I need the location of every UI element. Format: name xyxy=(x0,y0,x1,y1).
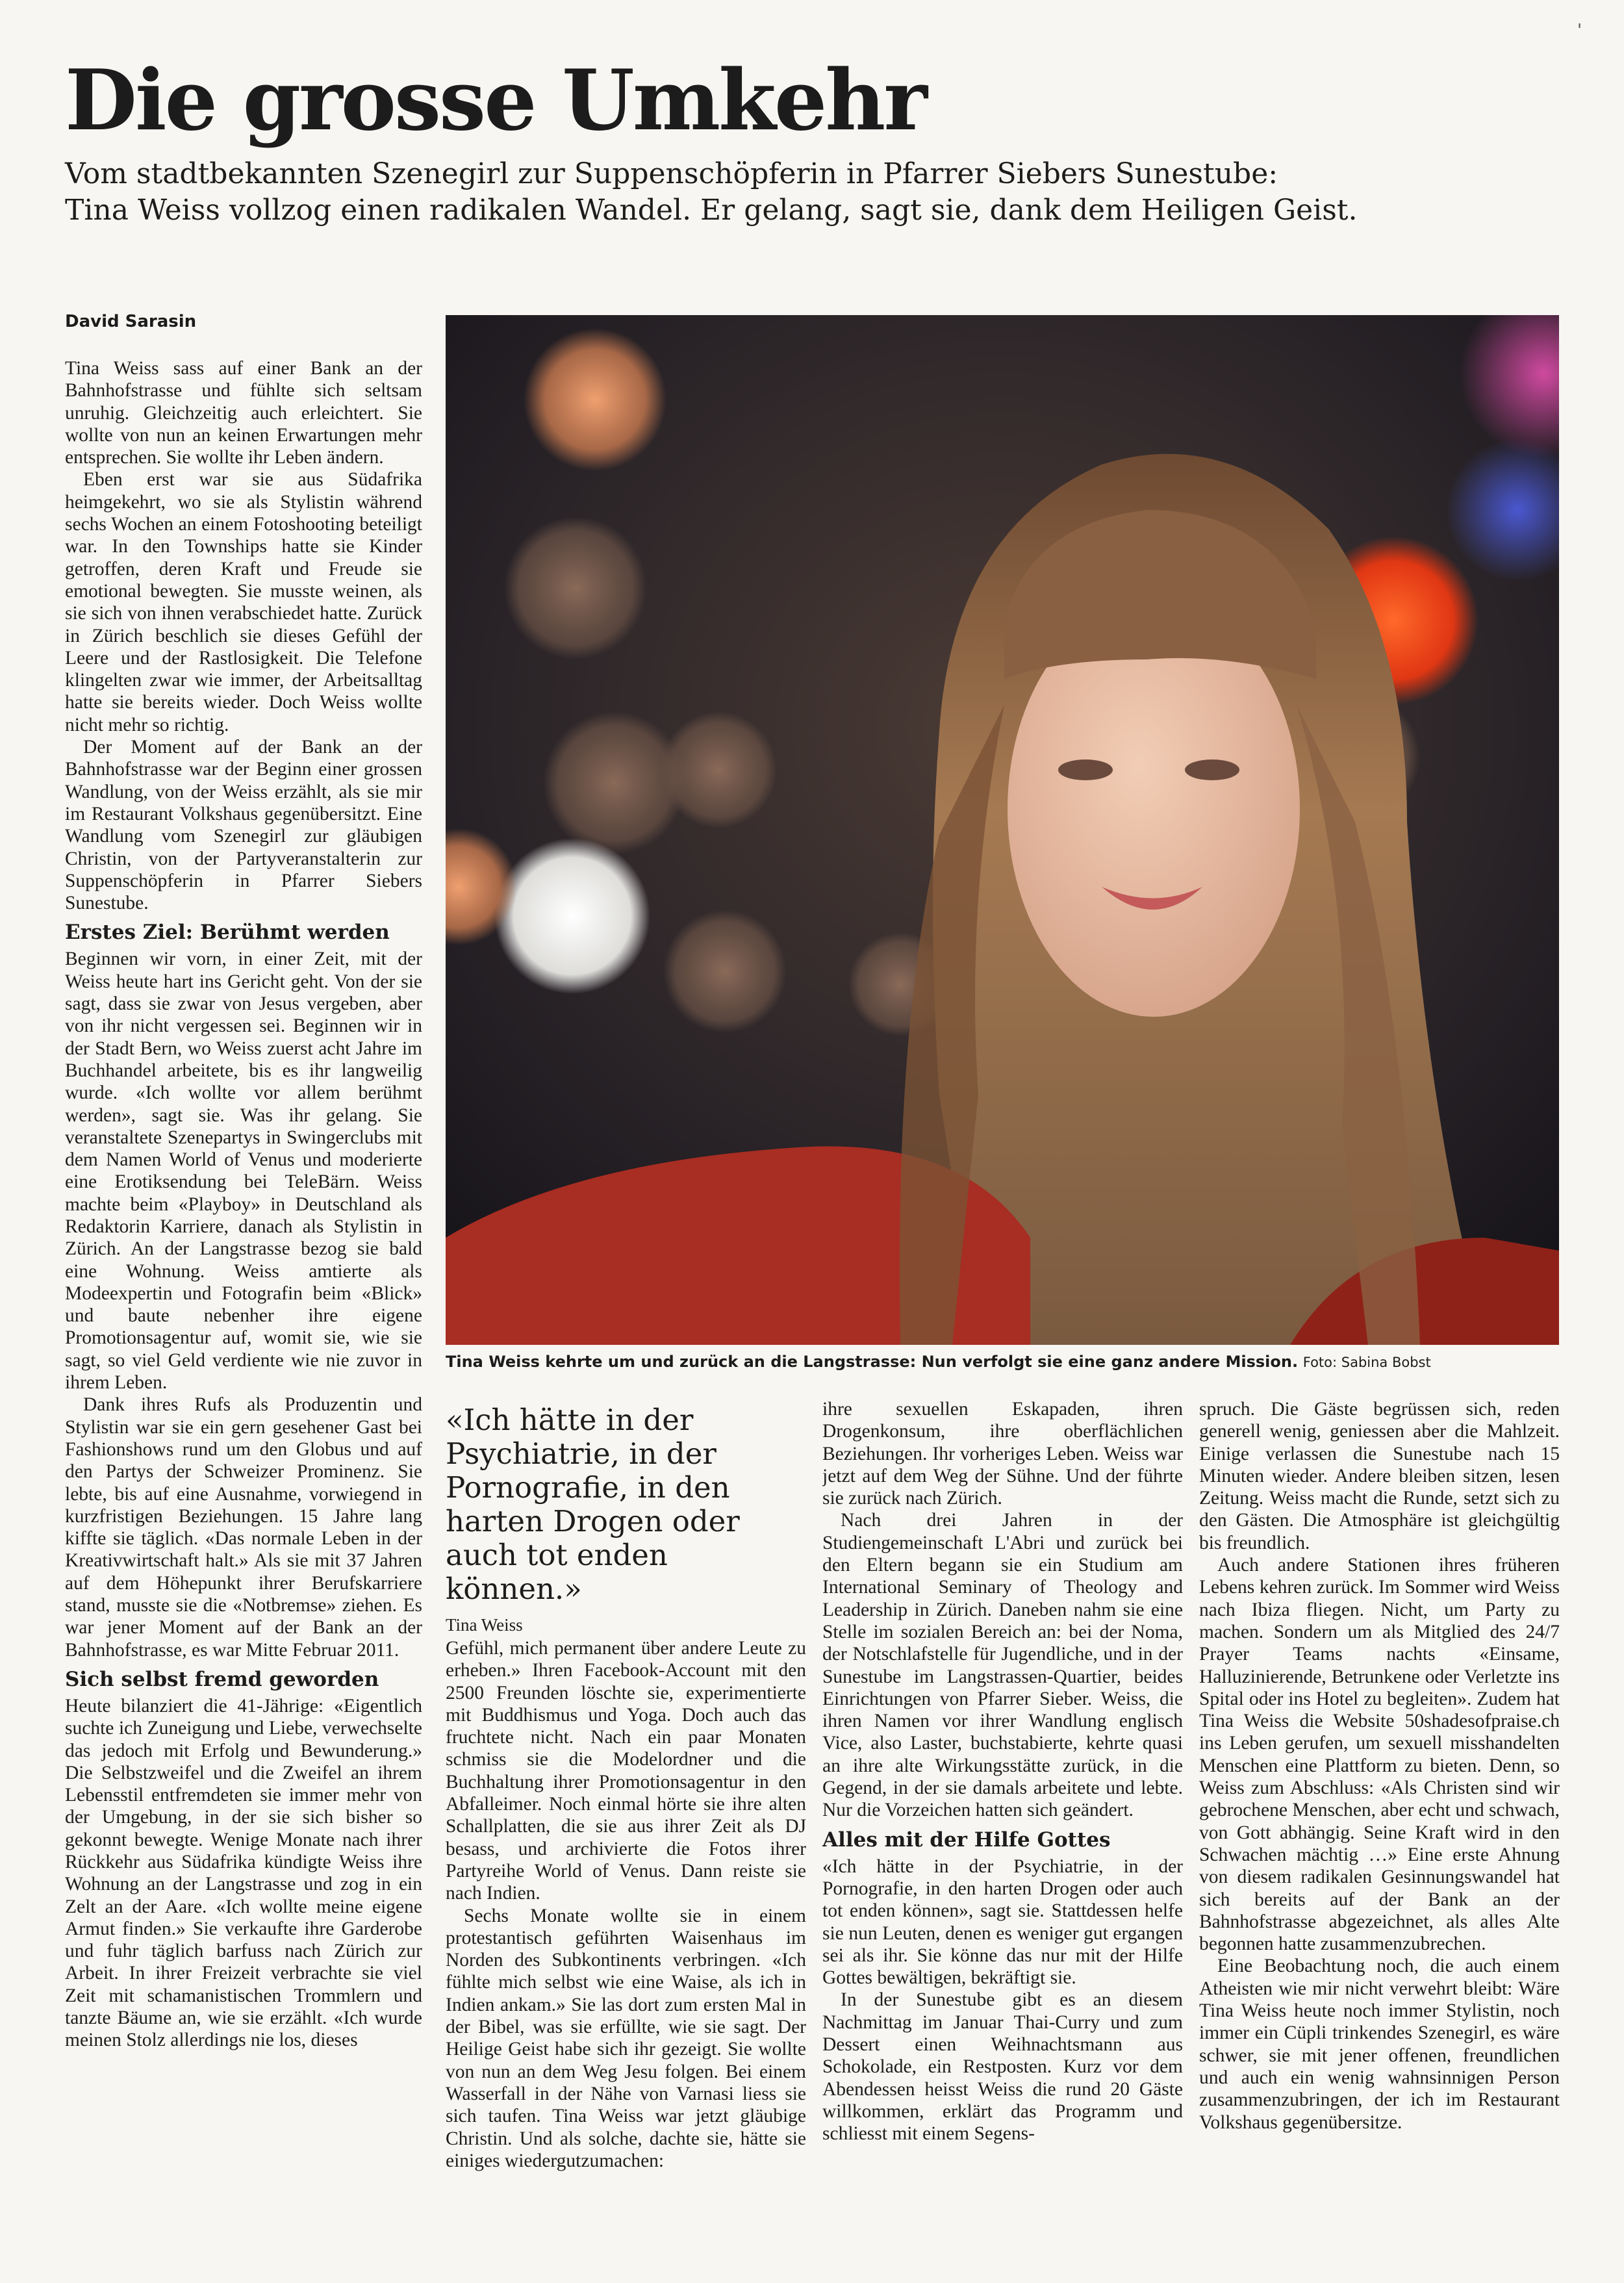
photo-caption xyxy=(446,1353,1559,1371)
paragraph: Eine Beobachtung noch, die auch einem Atheisten wie mir nicht verwehrt bleibt: Wäre Tina Weiss heute noch immer Stylistin, noch immer ein Cüpli trinkendes Szenegirl, es wäre schwer, sie mit jener offenen, freundlichen und auch ein wenig wahnsinnigen Person zusammenzubringen, der ich im Restaurant Volkshaus gegenübersitze. xyxy=(1199,1956,1560,2133)
portrait-photo xyxy=(446,315,1559,1345)
bokeh-light xyxy=(524,328,666,471)
paragraph: Heute bilanziert die 41-Jährige: «Eigentlich suchte ich Zuneigung und Liebe, verwechselte das jedoch mit Erfolg und Bewunderung.» Die Selbstzweifel und die Zweifel an ihrem Lebensstil entfremdeten sie immer mehr von der Umgebung, in der sie sich bisher so gekonnt bewegte. Wenige Monate nach ihrer Rückkehr aus Südafrika kündigte Weiss ihre Wohnung an der Langstrasse und zog in ein Zelt an der Aare. «Ich wollte meine eigene Armut finden.» Sie verkaufte ihre Garderobe und fuhr täglich barfuss nach Zürich zur Arbeit. In ihrer Freizeit verbrachte sie viel Zeit mit schamanistischen Trommlern und tanzte Bäume an, wie sie erzählt. «Ich wurde meinen Stolz allerdings nie los, dieses xyxy=(65,1695,422,2051)
bokeh-light xyxy=(660,711,777,828)
paragraph: ihre sexuellen Eskapaden, ihren Drogenkonsum, ihre oberflächlichen Beziehungen. Ihr vorheriges Leben. Weiss war jetzt auf dem Weg der Sühne. Und der führte sie zurück nach Zürich. xyxy=(822,1399,1183,1509)
paragraph: Auch andere Stationen ihres früheren Lebens kehren zurück. Im Sommer wird Weiss nach Ibiza fliegen. Nicht, um Party zu machen. Sondern um als Mitglied des 24/7 Prayer Teams nachts «Einsame, Halluzinierende, Betrunkene oder Verletzte ins Spital oder ins Hotel zu begleiten». Zudem hat Tina Weiss die Website 50shadesofpraise.ch ins Leben gerufen, um sexuell misshandelten Menschen eine Plattform zu bieten. Denn, so Weiss zum Abschluss: «Als Christen sind wir gebrochene Menschen, aber echt und schwach, von Gott abhängig. Seine Kraft wird in den Schwachen mächtig …» Eine erste Ahnung von diesem radikalen Gesinnungswandel hat sich bereits auf der Bank an der Bahnhofstrasse abgezeichnet, als alles Alte begonnen hatte zusammenzubrechen. xyxy=(1199,1555,1560,1955)
paragraph: Nach drei Jahren in der Studiengemeinschaft L'Abri und zurück bei den Eltern begann sie ein Studium am International Seminary of Theology and Leadership in Zürich. Daneben nahm sie eine Stelle im sozialen Bereich an: bei der Noma, der Notschlafstelle für Jugendliche, und in der Sunestube im Langstrassen-Quartier, beides Einrichtungen von Pfarrer Sieber. Weiss, die ihren Namen vor ihrer Wandlung englisch Vice, also Laster, buchstabierte, kehrte quasi an ihre alte Wirkungsstätte zurück, in die Gegend, in der sie damals arbeitete und lebte. Nur die Vorzeichen hatten sich geändert. xyxy=(822,1510,1183,1821)
portrait-illustration xyxy=(446,315,1559,1345)
caption-text: Tina Weiss kehrte um und zurück an die Langstrasse: Nun verfolgt sie eine ganz andere Mission. xyxy=(446,1353,1299,1371)
subheadline-line-1: Vom stadtbekannten Szenegirl zur Suppenschöpferin in Pfarrer Siebers Sunestube: xyxy=(65,157,1278,190)
paragraph: Der Moment auf der Bank an der Bahnhofstrasse war der Beginn einer grossen Wandlung, von der Weiss erzählt, als sie mir im Restaurant Volkshaus gegenübersitzt. Eine Wandlung vom Szenegirl zur gläubigen Christin, von der Partyveranstalterin zur Suppenschöpferin in Pfarrer Siebers Sunestube. xyxy=(65,737,422,914)
paragraph: Dank ihres Rufs als Produzentin und Stylistin war sie ein gern gesehener Gast bei Fashionshows rund um den Globus und auf den Partys der Schweizer Prominenz. Sie lebte, bis auf eine Ausnahme, vorwiegend in kurzfristigen Beziehungen. 15 Jahre lang kiffte sie täglich. «Das normale Leben in der Kreativwirtschaft halt.» Als sie mit 37 Jahren auf dem Höhepunkt ihrer Berufskarriere stand, musste sie die «Notbremse» ziehen. Es war jener Moment auf der Bank an der Bahnhofstrasse, es war Mitte Februar 2011. xyxy=(65,1394,422,1661)
photo-credit: Foto: Sabina Bobst xyxy=(1302,1355,1431,1370)
headline: Die grosse Umkehr xyxy=(65,52,926,149)
pull-quote xyxy=(446,1403,809,1635)
column-4 xyxy=(1199,1398,1560,2228)
paragraph: spruch. Die Gäste begrüssen sich, reden generell wenig, geniessen aber die Mahlzeit. Einige verlassen die Sunestube nach 15 Minuten wieder. Andere bleiben sitzen, lesen Zeitung. Weiss macht die Runde, setzt sich zu den Gästen. Die Atmosphäre ist gleichgültig bis freundlich. xyxy=(1199,1399,1560,1553)
pull-quote-author: Tina Weiss xyxy=(446,1615,523,1635)
paragraph: «Ich hätte in der Psychiatrie, in der Pornografie, in den harten Drogen oder auch tot enden können», sagt sie. Stattdessen helfe sie nun Leuten, denen es weniger gut ergangen sei als ihr. Sie könne das nur mit der Hilfe Gottes bewältigen, bekräftigt sie. xyxy=(822,1856,1183,1989)
subheading-erstes-ziel: Erstes Ziel: Berühmt werden xyxy=(65,921,390,945)
left-eye xyxy=(1058,759,1113,780)
bokeh-light xyxy=(663,910,787,1033)
column-2 xyxy=(446,1637,806,2228)
subheadline-line-2: Tina Weiss vollzog einen radikalen Wandel. Er gelang, sagt sie, dank dem Heiligen Geist. xyxy=(65,194,1358,227)
paragraph: Gefühl, mich permanent über andere Leute zu erheben.» Ihren Facebook-Account mit den 2500 Freunden löschte sie, experimentierte mit Buddhismus und Yoga. Doch auch das fruchtete nicht. Nach ein paar Monaten schmiss sie die Modelordner und die Buchhaltung ihrer Promotionsagentur in den Abfalleimer. Noch einmal hörte sie ihre alten Schallplatten, die sie aus ihrer Zeit als DJ besass, und archivierte die Fotos ihrer Partyreihe World of Venus. Dann reiste sie nach Indien. xyxy=(446,1638,806,1904)
paragraph: Eben erst war sie aus Südafrika heimgekehrt, wo sie als Stylistin während sechs Wochen an einem Fotoshooting beteiligt war. In den Townships hatte sie Kinder getroffen, deren Kraft und Freude sie emotional bewegten. Sie musste weinen, als sie sich von ihnen verabschiedet hatte. Zurück in Zürich beschlich sie dieses Gefühl der Leere und der Rastlosigkeit. Die Telefone klingelten zwar wie immer, der Arbeitsalltag hatte sie bereits wieder. Doch Weiss wollte nicht mehr so richtig. xyxy=(65,469,422,735)
byline: David Sarasin xyxy=(65,312,197,331)
paragraph: Sechs Monate wollte sie in einem protestantisch geführten Waisenhaus im Norden des Subkontinents verbringen. «Ich fühlte mich selbst wie eine Waise, als ich in Indien ankam.» Sie las dort zum ersten Mal in der Bibel, was sie erfüllte, wie sie sagt. Der Heilige Geist habe sich ihr gezeigt. Sie wollte von nun an dem Weg Jesu folgen. Bei einem Wasserfall in der Nähe von Varnasi liess sie sich taufen. Tina Weiss war jetzt gläubige Christin. Und als solche, dachte sie, hätte sie einiges wiedergutzumachen: xyxy=(446,1905,806,2171)
paragraph: Tina Weiss sass auf einer Bank an der Bahnhofstrasse und fühlte sich seltsam unruhig. Gleichzeitig auch erleichtert. Sie wollte von nun an keinen Erwartungen mehr entsprechen. Sie wollte ihr Leben ändern. xyxy=(65,358,422,468)
page-edge-mark: ' xyxy=(1577,21,1582,40)
bokeh-light xyxy=(494,838,650,994)
subheading-sich-selbst-fremd: Sich selbst fremd geworden xyxy=(65,1667,379,1691)
bokeh-light xyxy=(504,517,647,659)
subheadline xyxy=(65,156,1559,229)
subheading-alles-mit-der-hilfe: Alles mit der Hilfe Gottes xyxy=(822,1828,1111,1852)
paragraph: Beginnen wir vorn, in einer Zeit, mit der Weiss heute hart ins Gericht geht. Von der sie sagt, dass sie zwar von Jesus vergeben, aber von ihr nicht vergessen sei. Beginnen wir in der Stadt Bern, wo Weiss zuerst acht Jahre im Buchhandel arbeitete, bis es ihr langweilig wurde. «Ich wollte vor allem berühmt werden», sagt sie. Was ihr gelang. Sie veranstaltete Szenepartys in Swingerclubs mit dem Namen World of Venus und moderierte eine Erotiksendung bei TeleBärn. Weiss machte beim «Playboy» in Deutschland als Redaktorin Karriere, danach als Stylistin in Zürich. An der Langstrasse bezog sie bald eine Wohnung. Weiss amtierte als Modeexpertin und Fotografin beim «Blick» und baute nebenher ihre eigene Promotionsagentur auf, womit sie, wie sie sagt, so viel Geld verdiente wie nie zuvor in ihrem Leben. xyxy=(65,949,422,1394)
column-1 xyxy=(65,357,422,2228)
pull-quote-text: «Ich hätte in der Psychiatrie, in der Pornografie, in den harten Drogen oder auch tot enden können.» xyxy=(446,1403,740,1606)
column-3 xyxy=(822,1398,1183,2228)
paragraph: In der Sunestube gibt es an diesem Nachmittag im Januar Thai-Curry und zum Dessert einen Weihnachtsmann aus Schokolade, ein Restposten. Kurz vor dem Abendessen heisst Weiss die rund 20 Gäste willkommen, erklärt das Programm und schliesst mit einem Segens- xyxy=(822,1989,1183,2145)
right-eye xyxy=(1185,759,1239,780)
